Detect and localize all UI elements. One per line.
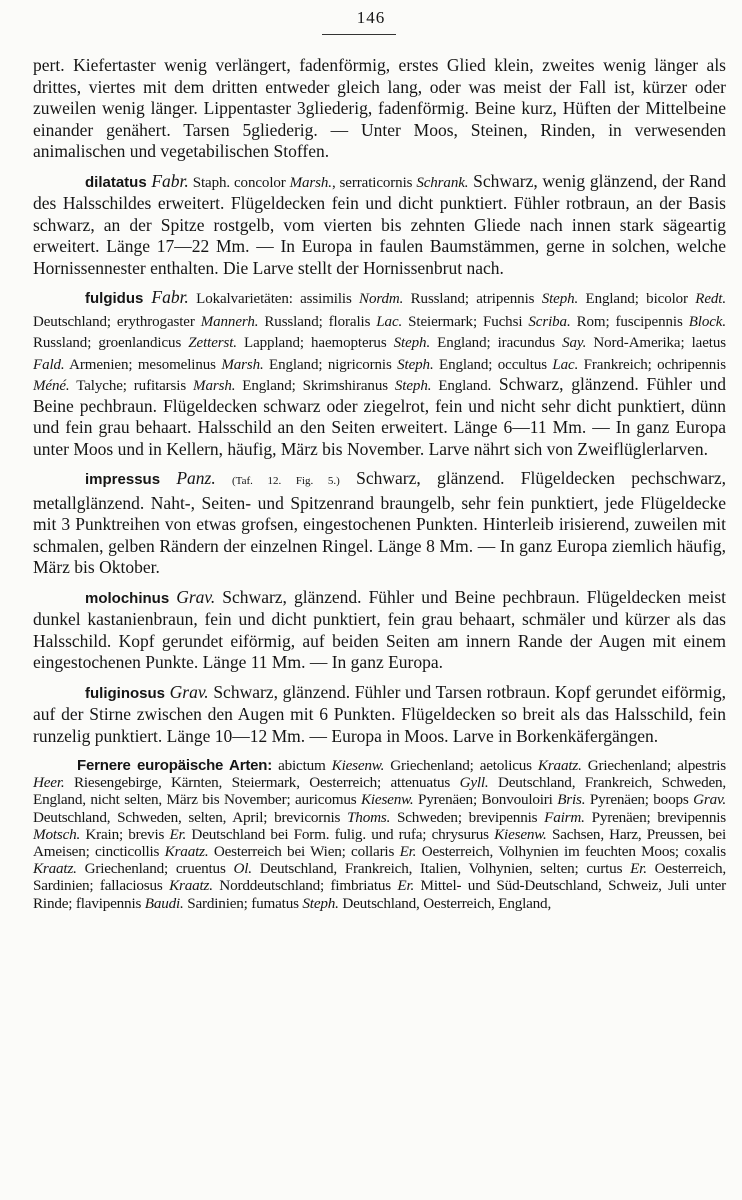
locality-text: Lokalvarietäten: assimilis — [188, 291, 360, 307]
author-abbrev: Lac. — [376, 313, 403, 330]
page-body — [33, 55, 726, 912]
other-species-list — [33, 757, 726, 912]
species-name: fuliginosus — [85, 684, 165, 702]
species-name: impressus — [85, 471, 161, 488]
locality-text: Frankreich; ochripennis — [578, 356, 726, 373]
author-abbrev: Er. — [399, 843, 417, 861]
author-abbrev: Grav. — [693, 791, 726, 809]
author-abbrev: Kraatz. — [169, 877, 213, 895]
synonym-author: Schrank. — [416, 174, 469, 191]
author-abbrev: Méné. — [33, 378, 70, 394]
header-rule — [322, 34, 396, 35]
locality-text: abictum — [272, 757, 332, 774]
author-abbrev: Kraatz. — [33, 860, 77, 878]
synonym-text: Staph. concolor — [188, 174, 290, 191]
locality-text: Griechenland; alpestris — [581, 757, 727, 774]
intro-paragraph: pert. Kiefertaster wenig verlängert, fadenförmig, erstes Glied klein, zweites wenig länger als drittes, viertes mit dem dritten entweder gleich lang, oder was meist der Fall ist, kürzer oder zuweilen wenig länger. Lippentaster 3gliederig, fadenförmig. Beine kurz, Hüften der Mittelbeine einander genähert. Tarsen 5gliederig. — Unter Moos, Steinen, Rinden, in verwesenden animalischen und vegetabilischen Stoffen. — [33, 55, 726, 161]
locality-text: Russland; groenlandicus — [33, 335, 189, 351]
author-abbrev: Say. — [562, 335, 587, 351]
locality-text: Russland; atripennis — [403, 291, 542, 307]
locality-text: Pyrenäen; brevipennis — [584, 808, 726, 826]
locality-text: England; bicolor — [578, 291, 696, 307]
locality-text: Lappland; haemopterus — [236, 335, 394, 351]
species-entry-fuliginosus — [33, 682, 726, 748]
locality-text: Griechenland; cruentus — [76, 860, 234, 878]
author-abbrev: Steph. — [541, 291, 579, 307]
locality-text: Pyrenäen; boops — [585, 791, 694, 809]
author-abbrev: Kraatz. — [164, 843, 209, 861]
locality-text: Sardinien; fumatus — [183, 894, 303, 912]
author-abbrev: Redt. — [695, 291, 727, 307]
locality-text: Deutschland, Oesterreich, England, — [338, 894, 552, 912]
author-abbrev: Lac. — [552, 356, 579, 373]
page-number: 146 — [356, 8, 386, 27]
author-abbrev: Fairm. — [544, 808, 585, 826]
locality-text: Rom; fuscipennis — [570, 313, 689, 330]
author-abbrev: Scriba. — [528, 313, 571, 330]
locality-text: Krain; brevis — [80, 825, 170, 843]
author-abbrev: Nordm. — [359, 291, 404, 307]
locality-text: England; iracundus — [430, 335, 563, 351]
locality-text: Oesterreich, Sardinien; fallaciosus — [33, 860, 726, 895]
species-entry-impressus — [33, 468, 726, 579]
page-header — [0, 8, 742, 28]
author-abbrev: Er. — [169, 825, 187, 843]
species-author: Fabr. — [151, 170, 189, 191]
locality-text: Deutschland, Frankreich, Schweden, England, nicht selten, März bis November; auricomus — [33, 774, 726, 809]
species-name: dilatatus — [85, 173, 147, 191]
species-entry-dilatatus — [33, 171, 726, 280]
species-description: Schwarz, wenig glänzend, der Rand des Halsschildes erweitert. Flügeldecken fein und dicht punktiert. Fühler rotbraun, an der Basis schwarz, an der Spitze rostgelb, vom vierten bis zehnten Gliede nach innen stark sägeartig erweitert. Länge 17—22 Mm. — In Europa in faulen Baumstämmen, gerne in solchen, welche Hornissennester enthalten. Die Larve stellt der Hornissenbrut nach. — [33, 170, 726, 278]
author-abbrev: Marsh. — [193, 378, 236, 394]
author-abbrev: Er. — [630, 860, 647, 878]
author-abbrev: Er. — [397, 877, 415, 895]
synonym-text: , serraticornis — [331, 174, 417, 191]
author-abbrev: Mannerh. — [200, 313, 259, 330]
author-abbrev: Bris. — [557, 791, 586, 809]
author-abbrev: Steph. — [302, 894, 339, 912]
author-abbrev: Thoms. — [347, 808, 391, 826]
species-name: molochinus — [85, 589, 170, 607]
locality-text: Armenien; mesomelinus — [64, 356, 222, 373]
species-description: Schwarz, glänzend. Fühler und Tarsen rotbraun. Kopf gerundet eiförmig, auf der Stirne zwischen den Augen mit 6 Punkten. Flügeldecken so breit als das Halsschild, fein runzelig punktiert. Länge 10—12 Mm. — Europa in Moos. Larve in Borkenkäfergängen. — [33, 681, 727, 746]
author-abbrev: Kraatz. — [537, 757, 582, 774]
author-abbrev: Ol. — [233, 860, 252, 878]
other-species-heading: Fernere europäische Arten: — [77, 757, 273, 774]
locality-text: Schweden; brevipennis — [390, 808, 545, 826]
locality-text: England. — [431, 378, 492, 394]
other-species-paragraph — [33, 757, 726, 912]
locality-text: England; nigricornis — [263, 356, 398, 373]
author-abbrev: Gyll. — [459, 774, 489, 792]
species-author: Grav. — [176, 586, 216, 607]
author-abbrev: Heer. — [33, 774, 65, 792]
species-entry-fulgidus — [33, 287, 726, 460]
locality-text: Deutschland; erythrogaster — [33, 313, 201, 330]
species-author: Grav. — [169, 681, 209, 702]
locality-text: Talyche; rufitarsis — [69, 378, 194, 394]
locality-text: Deutschland, Frankreich, Italien, Volhynien, selten; curtus — [251, 860, 631, 878]
locality-text: Griechenland; aetolicus — [384, 757, 538, 774]
species-description: Schwarz, glänzend. Fühler und Beine pechbraun. Flügeldecken meist dunkel kastanienbraun, fein und dicht punktiert, fein grau behaart, schmäler und kürzer als das Halsschild. Kopf gerundet eiförmig, auf beiden Seiten am innern Rande der Augen mit einem eingestochenen Punkte. Länge 11 Mm. — In ganz Europa. — [33, 586, 726, 672]
locality-text: Oesterreich bei Wien; collaris — [208, 843, 400, 861]
locality-text: Steiermark; Fuchsi — [402, 313, 529, 330]
locality-text: England; occultus — [433, 356, 553, 373]
species-description: Schwarz, glänzend. Flügeldecken pechschwarz, metallglänzend. Naht-, Seiten- und Spitzenrand braungelb, sehr fein punktiert, jede Flügeldecke mit 3 Punktreihen von etwas grofsen, eingestochenen Punkten. Hinterleib irisierend, zuweilen mit schmalen, gelben Rändern der einzelnen Ringel. Länge 8 Mm. — In ganz Europa ziemlich häufig, März bis Oktober. — [33, 468, 727, 577]
locality-text: Deutschland, Schweden, selten, April; brevicornis — [33, 808, 348, 826]
locality-text: Oesterreich, Volhynien im feuchten Moos; coxalis — [416, 843, 726, 861]
author-abbrev: Block. — [688, 313, 726, 330]
author-abbrev: Motsch. — [33, 825, 81, 843]
locality-text: Russland; floralis — [258, 313, 377, 330]
author-abbrev: Zetterst. — [188, 335, 237, 351]
locality-text: Mittel- und Süd-Deutschland, Schweiz, Juli unter Rinde; flavipennis — [33, 877, 726, 912]
author-abbrev: Baudi. — [144, 894, 184, 912]
species-author: Panz. — [176, 468, 216, 488]
locality-text: Norddeutschland; fimbriatus — [212, 877, 398, 895]
main-text — [33, 55, 726, 747]
author-abbrev: Steph. — [393, 335, 431, 351]
author-abbrev: Fald. — [33, 356, 65, 373]
synonym-author: Marsh. — [289, 174, 332, 191]
locality-text: Sachsen, Harz, Preussen, bei Ameisen; cincticollis — [33, 825, 726, 861]
species-author: Fabr. — [151, 287, 189, 307]
locality-text: Riesengebirge, Kärnten, Steiermark, Oesterreich; attenuatus — [64, 774, 460, 792]
author-abbrev: Marsh. — [221, 356, 264, 373]
species-entry-molochinus — [33, 587, 726, 674]
author-abbrev: Steph. — [397, 356, 434, 373]
plate-reference: (Taf. 12. Fig. 5.) — [231, 475, 340, 487]
author-abbrev: Kiesenw. — [494, 825, 547, 843]
locality-text: Nord-Amerika; laetus — [586, 335, 726, 351]
locality-text: Deutschland bei Form. fulig. und rufa; chrysurus — [186, 825, 495, 843]
author-abbrev: Steph. — [394, 378, 432, 394]
species-description: Schwarz, glänzend. Fühler und Beine pechbraun. Flügeldecken schwarz oder ziegelrot, fein und nicht sehr dicht punktiert, dünn und fein grau behaart. Halsschild an den Seiten erweitert. Länge 6—11 Mm. — In ganz Europa unter Moos und in Kellern, häufig, März bis November. Larve nährt sich von Zweiflüglerlarven. — [33, 374, 727, 459]
species-name: fulgidus — [85, 290, 144, 307]
locality-text: England; Skrimshiranus — [235, 378, 395, 394]
author-abbrev: Kiesenw. — [360, 791, 414, 809]
author-abbrev: Kiesenw. — [331, 757, 385, 774]
locality-text: Pyrenäen; Bonvouloiri — [413, 791, 558, 809]
